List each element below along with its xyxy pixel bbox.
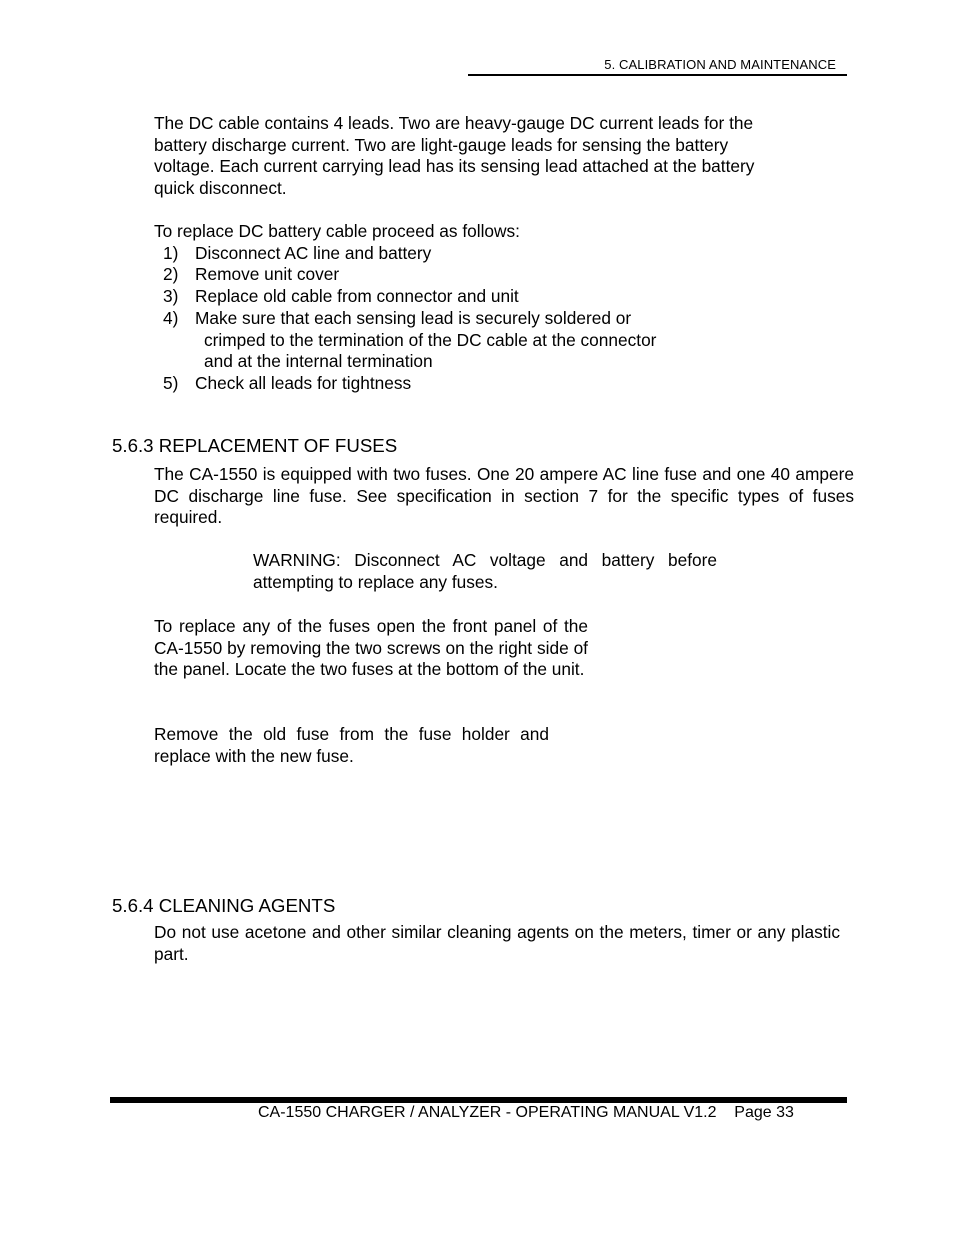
step-text: Replace old cable from connector and unit [195,286,519,306]
manual-title: CA-1550 CHARGER / ANALYZER - OPERATING MANUAL V1.2 [258,1104,717,1121]
intro-line: The DC cable contains 4 leads. Two are heavy-gauge DC current leads for the [154,113,754,133]
step-number: 2) [163,264,179,284]
replace-paragraph: To replace any of the fuses open the front panel of the CA-1550 by removing the two screws on the right side of the panel. Locate the two fuses at the bottom of the unit. [154,616,588,680]
section-heading-fuses: 5.6.3 REPLACEMENT OF FUSES [112,435,398,456]
step-number: 3) [163,286,179,306]
list-item [163,308,631,330]
intro-paragraph [154,113,754,200]
list-item [163,373,411,395]
step-number: 1) [163,243,179,263]
step-text: Remove unit cover [195,264,340,284]
step-continuation: and at the internal termination [204,351,433,371]
running-header: 5. CALIBRATION AND MAINTENANCE [604,57,836,72]
step-continuation: crimped to the termination of the DC cable at the connector [204,330,657,350]
fuses-paragraph: The CA-1550 is equipped with two fuses. One 20 ampere AC line fuse and one 40 ampere DC discharge line fuse. See specification in section 7 for the specific types of fuses required. [154,464,854,528]
step-text: Disconnect AC line and battery [195,243,432,263]
list-item [163,264,339,286]
running-footer [258,1103,794,1123]
step-number: 5) [163,373,179,393]
section-heading-cleaning: 5.6.4 CLEANING AGENTS [112,895,336,916]
intro-line: quick disconnect. [154,178,287,199]
page-number: Page 33 [734,1104,794,1121]
intro-line: battery discharge current. Two are light-gauge leads for sensing the battery [154,134,729,155]
step-number: 4) [163,308,179,328]
intro-line: voltage. Each current carrying lead has its sensing lead attached at the battery [154,156,755,177]
remove-paragraph: Remove the old fuse from the fuse holder and replace with the new fuse. [154,724,549,766]
step-text: Check all leads for tightness [195,373,412,393]
header-rule [468,74,847,76]
cleaning-paragraph: Do not use acetone and other similar cleaning agents on the meters, timer or any plastic part. [154,922,840,964]
procedure-intro: To replace DC battery cable proceed as follows: [154,221,520,241]
list-item [163,286,519,308]
step-text: Make sure that each sensing lead is securely soldered or [195,308,632,328]
warning-note: WARNING: Disconnect AC voltage and battery before attempting to replace any fuses. [253,550,717,592]
list-item [163,243,431,265]
